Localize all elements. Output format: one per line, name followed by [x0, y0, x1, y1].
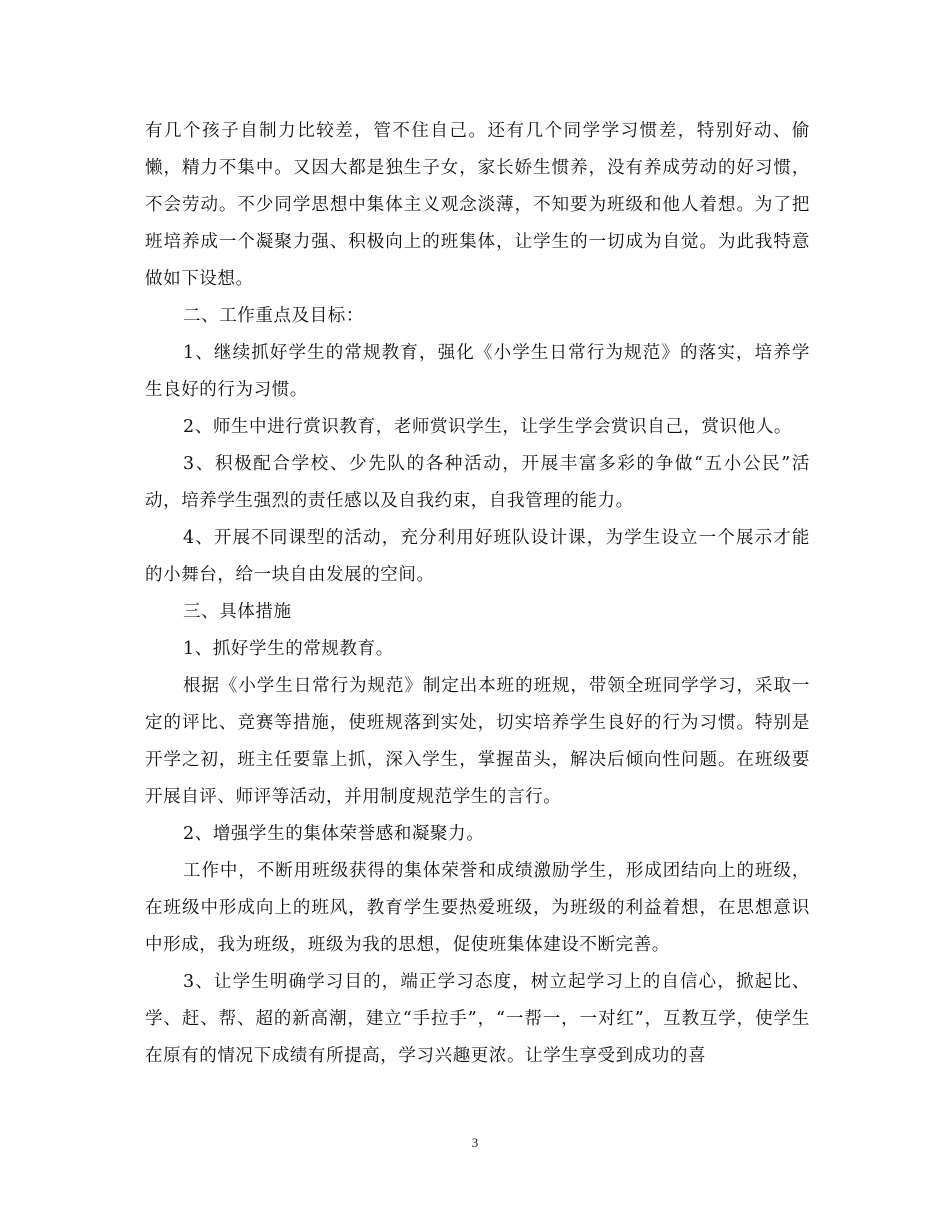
page-number: 3 [471, 1135, 479, 1150]
section-heading-goals: 二、工作重点及目标： [183, 306, 364, 326]
paragraph: 1、继续抓好学生的常规教育，强化《小学生日常行为规范》的落实，培养学生良好的行为习惯。 [145, 343, 810, 400]
paragraph: 有几个孩子自制力比较差，管不住自己。还有几个同学学习惯差，特别好动、偷懒，精力不集中。又因大都是独生子女，家长娇生惯养，没有养成劳动的好习惯，不会劳动。不少同学思想中集体主义观念淡薄，不知要为班级和他人着想。为了把班培养成一个凝聚力强、积极向上的班集体，让学生的一切成为自觉。为此我特意做如下设想。 [145, 121, 810, 289]
paragraph: 根据《小学生日常行为规范》制定出本班的班规，带领全班同学学习，采取一定的评比、竞赛等措施，使班规落到实处，切实培养学生良好的行为习惯。特别是开学之初，班主任要靠上抓，深入学生，掌握苗头，解决后倾向性问题。在班级要开展自评、师评等活动，并用制度规范学生的言行。 [145, 676, 810, 807]
paragraph: 3、让学生明确学习目的，端正学习态度，树立起学习上的自信心，掀起比、学、赶、帮、超的新高潮，建立“手拉手”，“一帮一，一对红”，互教互学，使学生在原有的情况下成绩有所提高，学习兴趣更浓。让学生享受到成功的喜 [145, 972, 810, 1066]
paragraph: 工作中，不断用班级获得的集体荣誉和成绩激励学生，形成团结向上的班级，在班级中形成向上的班风，教育学生要热爱班级，为班级的利益着想，在思想意识中形成，我为班级，班级为我的思想，促使班集体建设不断完善。 [145, 861, 810, 955]
subheading: 1、抓好学生的常规教育。 [183, 639, 394, 659]
section-heading-measures: 三、具体措施 [183, 602, 292, 622]
document-body [145, 113, 810, 1075]
subheading: 2、增强学生的集体荣誉感和凝聚力。 [183, 824, 485, 844]
paragraph: 2、师生中进行赏识教育，老师赏识学生，让学生学会赏识自己，赏识他人。 [183, 417, 793, 437]
paragraph: 3、积极配合学校、少先队的各种活动，开展丰富多彩的争做“五小公民”活动，培养学生强烈的责任感以及自我约束，自我管理的能力。 [145, 454, 810, 511]
paragraph: 4、开展不同课型的活动，充分利用好班队设计课，为学生设立一个展示才能的小舞台，给一块自由发展的空间。 [145, 528, 810, 585]
